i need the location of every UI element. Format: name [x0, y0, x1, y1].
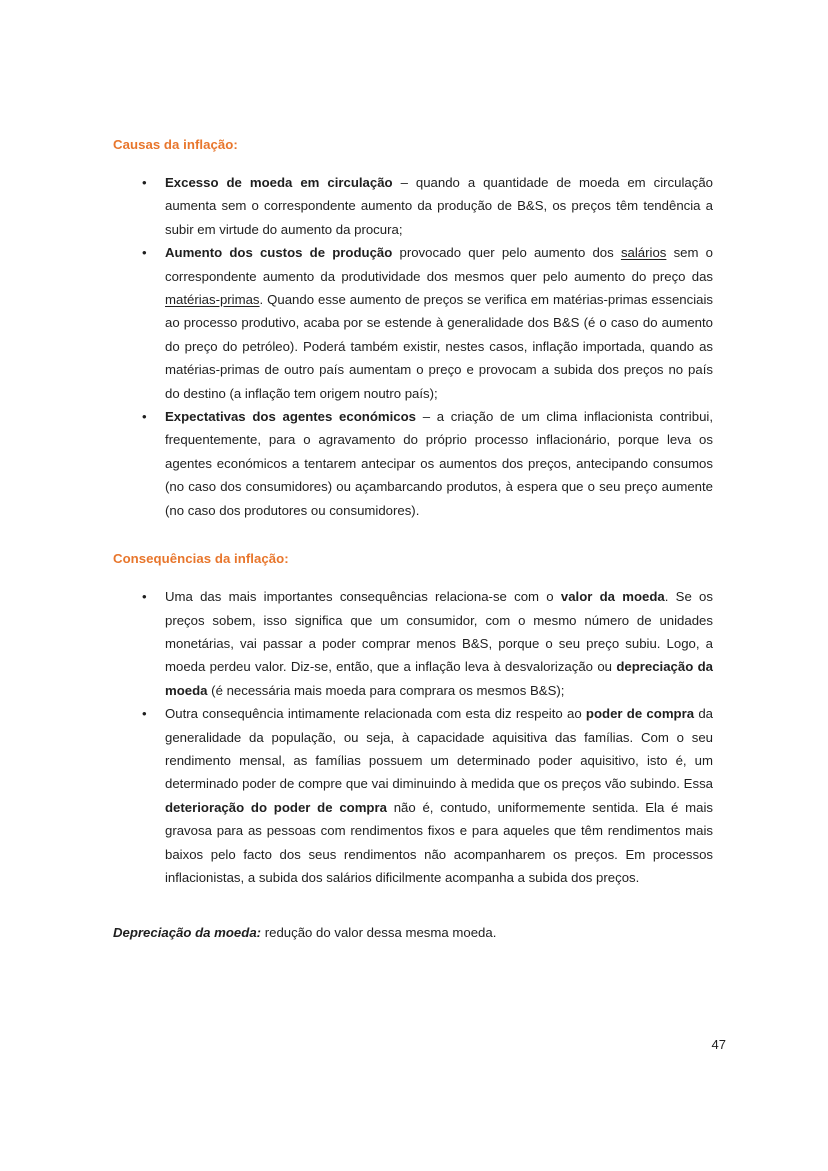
list-consequencias: [113, 585, 713, 889]
emphasis-valor-da-moeda: valor da moeda: [560, 589, 665, 605]
definition-line: [113, 921, 713, 944]
bullet-lead-term: Excesso de moeda em circulação: [165, 175, 393, 190]
bullet-icon: •: [142, 706, 147, 722]
list-item: [113, 171, 713, 241]
bullet-lead-term: Aumento dos custos de produção: [165, 245, 393, 261]
page-number: 47: [711, 1037, 726, 1052]
emphasis-depreciacao-da-moeda: depreciação da moeda: [165, 659, 713, 698]
bullet-lead-term: Expectativas dos agentes económicos: [165, 409, 416, 425]
heading-consequencias-da-inflacao: Consequências da inflação:: [113, 551, 289, 567]
heading-causas-da-inflacao: Causas da inflação:: [113, 137, 238, 152]
bullet-body-text: da generalidade da população, ou seja, à capacidade aquisitiva das famílias. Com o seu rendimento mensal, as famílias possuem um determinado poder aquisitivo, isto é, um determinado poder de compre que vai diminuindo à medida que os preços vão subindo. Essa: [165, 706, 713, 792]
list-item: [113, 405, 713, 522]
underlined-term-salarios: salários: [620, 245, 667, 261]
bullet-body-text: . Quando esse aumento de preços se verifica em matérias-primas essenciais ao processo produtivo, acaba por se estende à generalidade dos B&S (é o caso do aumento do preço do petróleo). Poderá também existir, nestes casos, inflação importada, quando as matérias-primas de outro país aumentam o preço e provocam a subida dos preços no país do destino (a inflação tem origem noutro país);: [165, 292, 713, 401]
list-causas: [113, 171, 713, 522]
bullet-icon: •: [142, 409, 147, 425]
bullet-icon: •: [142, 589, 147, 605]
list-item: [113, 585, 713, 702]
bullet-body-text: (é necessária mais moeda para comprara os mesmos B&S);: [207, 682, 565, 698]
definition-text: redução do valor dessa mesma moeda.: [261, 925, 497, 941]
list-item: [113, 241, 713, 405]
emphasis-poder-de-compra: poder de compra: [585, 706, 695, 722]
bullet-icon: •: [142, 245, 147, 261]
bullet-body-text: . Se os preços sobem, isso significa que um consumidor, com o mesmo número de unidades monetárias, vai passar a poder comprar menos B&S, porque o seu preço subiu. Logo, a moeda perdeu valor. Diz-se, então, que a inflação leva à desvalorização ou: [165, 589, 713, 675]
bullet-body-text: sem o correspondente aumento da produtividade dos mesmos quer pelo aumento do preço das: [165, 245, 714, 284]
underlined-term-materias-primas: matérias-primas: [165, 292, 260, 308]
bullet-body-text: – a criação de um clima inflacionista contribui, frequentemente, para o agravamento do próprio processo inflacionário, porque leva os agentes económicos a tentarem antecipar os aumentos dos preços, antecipando consumos (no caso dos consumidores) ou açambarcando produtos, à espera que o seu preço aumente (no caso dos produtores ou consumidores).: [165, 409, 713, 518]
definition-term: Depreciação da moeda:: [113, 925, 262, 941]
document-content: [113, 136, 713, 945]
bullet-icon: •: [142, 175, 147, 190]
bullet-body-text: não é, contudo, uniformemente sentida. Ela é mais gravosa para as pessoas com rendimentos fixos e para aqueles que têm rendimentos mais baixos pelo facto dos seus rendimentos não acompanharem os preços. Em processos inflacionistas, a subida dos salários dificilmente acompanha a subida dos preços.: [165, 799, 713, 885]
bullet-body-text: – quando a quantidade de moeda em circulação aumenta sem o correspondente aumento da produção de B&S, os preços têm tendência a subir em virtude do aumento da procura;: [165, 175, 713, 237]
list-item: [113, 702, 713, 889]
bullet-body-text: Uma das mais importantes consequências relaciona-se com o: [165, 589, 561, 605]
emphasis-deterioracao-do-poder-de-compra: deterioração do poder de compra: [165, 799, 387, 815]
bullet-body-text: provocado quer pelo aumento dos: [392, 245, 621, 261]
bullet-body-text: Outra consequência intimamente relacionada com esta diz respeito ao: [165, 706, 586, 722]
